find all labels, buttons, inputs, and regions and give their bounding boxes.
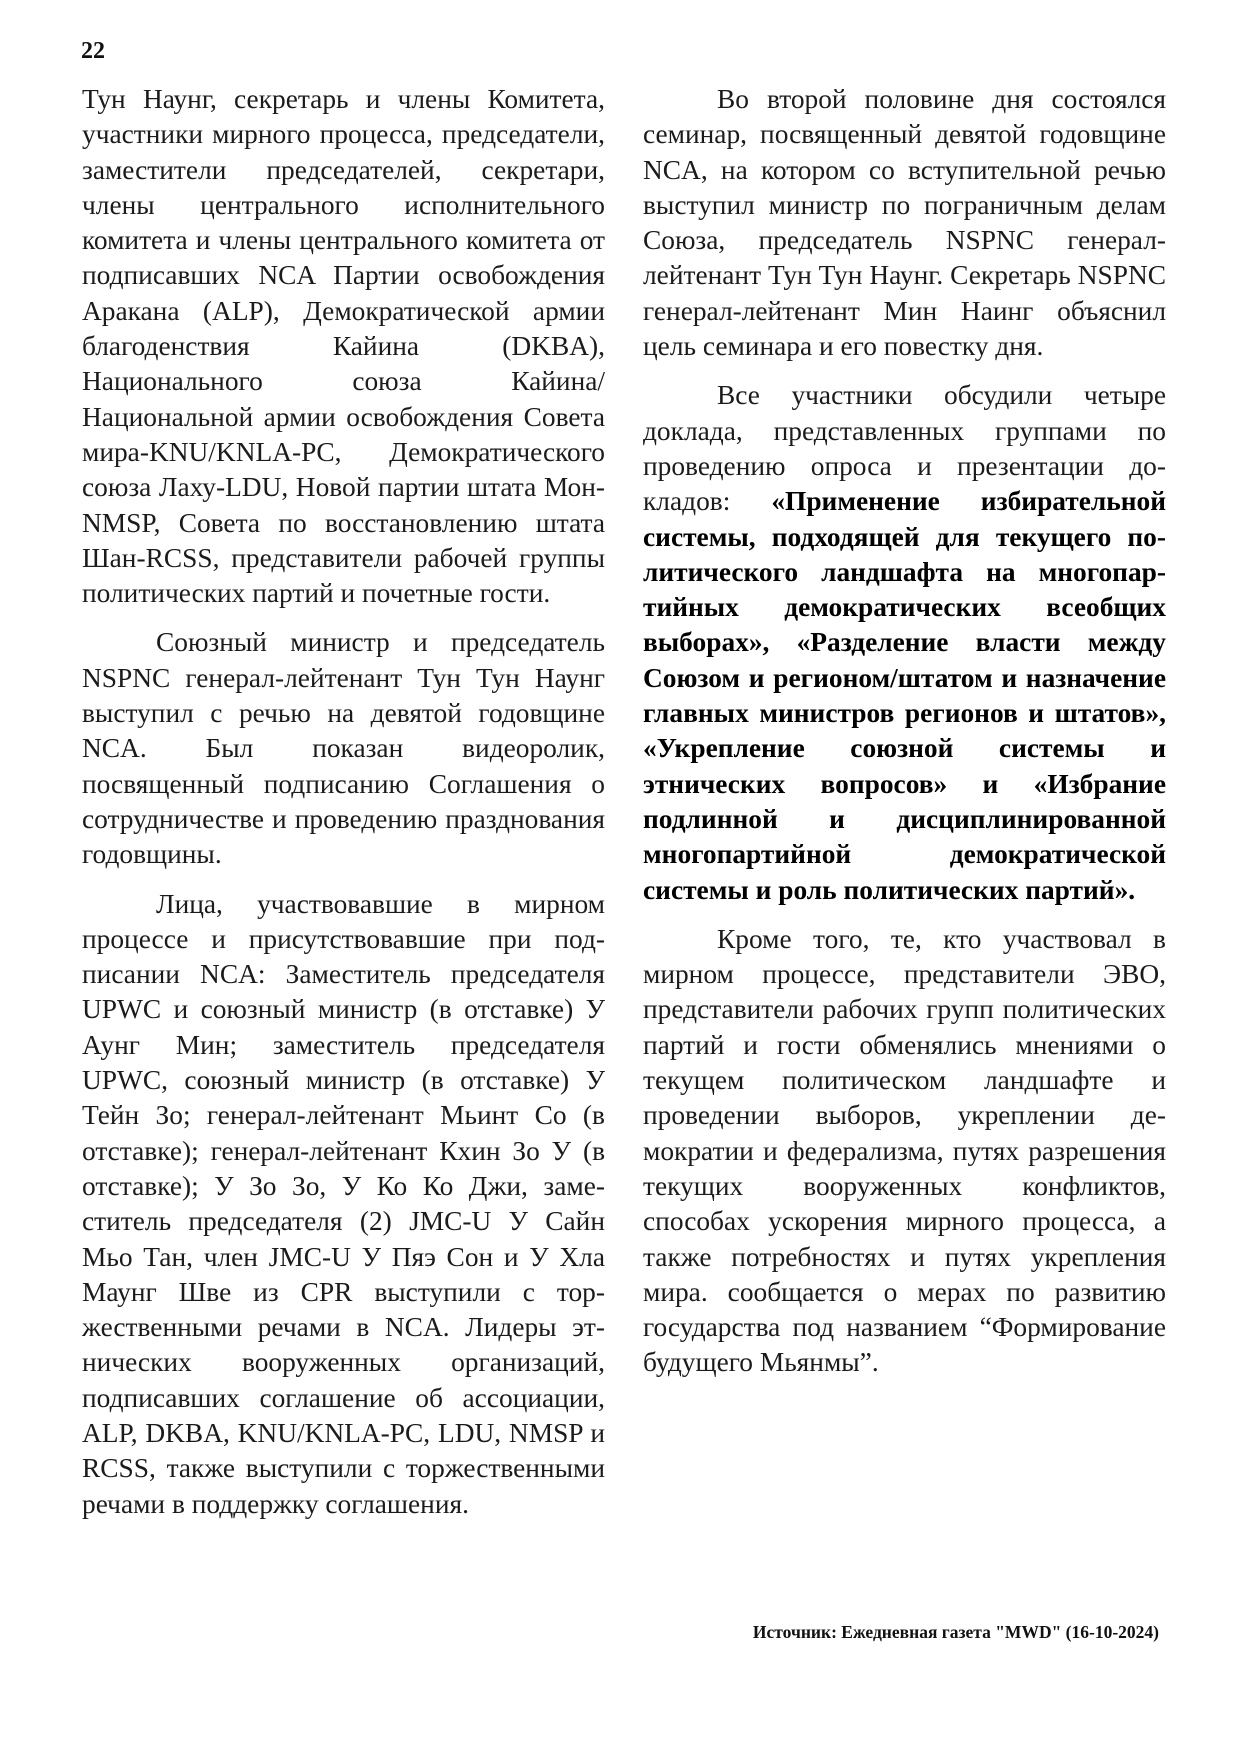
paragraph: Лица, участвовавшие в мирном процессе и присутствовавшие при подписании NCA: Заместитель председателя UPWC и союзный министр (в отставке) У Аунг Мин; заместитель председателя UPWC, союзный министр (в отставке) У Тейн Зо; генерал-лейтенант Мьинт Со (в отставке); генерал-лейтенант Кхин Зо У (в отставке); У Зо Зо, У Ко Ко Джи, заместитель председателя (2) JMC-U У Сайн Мьо Тан, член JMC-U У Пяэ Сон и У Хла Маунг Шве из CPR выступили с торжественными речами в NCA. Лидеры этнических вооруженных организаций, подписавших соглашение об ассоциации, ALP, DKBA, KNU/KNLA-PC, LDU, NMSP и RCSS, также выступили с торжественными речами в поддержку соглашения. [82,888,605,1519]
left-column [82,82,605,1536]
paragraph: Кроме того, те, кто участвовал в мирном процессе, представители ЭВО, представители рабочих групп политических партий и гости обменялись мнениями о текущем политическом ландшафте и проведении выборов, укреплении демократии и федерализма, путях разрешения текущих вооруженных конфликтов, способах ускорения мирного процесса, а также потребностях и путях укрепления мира. сообщается о мерах по развитию государства под названием “Формирование будущего Мьянмы”. [643,923,1166,1378]
paragraph: Во второй половине дня состоялся семинар, посвященный девятой годовщине NCA, на котором со вступительной речью выступил министр по пограничным делам Союза, председатель NSPNC генерал-лейтенант Тун Тун Наунг. Секретарь NSPNC генерал-лейтенант Мин Наинг объяснил цель семинара и его повестку дня. [643,84,1166,362]
page-number: 22 [81,38,105,64]
right-column [643,82,1166,1395]
paragraph-intro: Все участники обсудили четыре доклада, представленных группами по проведению опроса и презентации докладов: [643,380,1166,517]
source-line: Источник: Ежедневная газета "MWD" (16-10-2024) [752,1622,1159,1642]
paragraph [643,378,1166,907]
paragraph: Союзный министр и председатель NSPNC генерал-лейтенант Тун Тун Наунг выступил с речью на девятой годовщине NCA. Был показан видеоролик, посвященный подписанию Соглашения о сотрудничестве и проведению празднования годовщины. [82,627,605,870]
paragraph: Тун Наунг, секретарь и члены Комитета, участники мирного процесса, председатели, заместители председателей, секретари, члены центрального исполнительного комитета и члены центрального комитета от подписавших NCA Партии освобождения Аракана (ALP), Демократической армии благоденствия Кайина (DKBA), Национального союза Кайина/ Национальной армии освобождения Совета мира-KNU/KNLA-PC, Демократического союза Лаху-LDU, Новой партии штата Мон-NMSP, Совета по восстановлению штата Шан-RCSS, представители рабочей группы политических партий и почетные гости. [82,84,605,609]
report-titles: «Применение избирательной системы, подходящей для текущего политического ландшафта на многопартийных демократических всеобщих выборах», «Разделение власти между Союзом и регионом/штатом и назначение главных министров регионов и штатов», «Укрепление союзной системы и этнических вопросов» и «Избрание подлинной и дисциплинированной многопартийной демократической системы и роль политических партий». [643,486,1167,905]
